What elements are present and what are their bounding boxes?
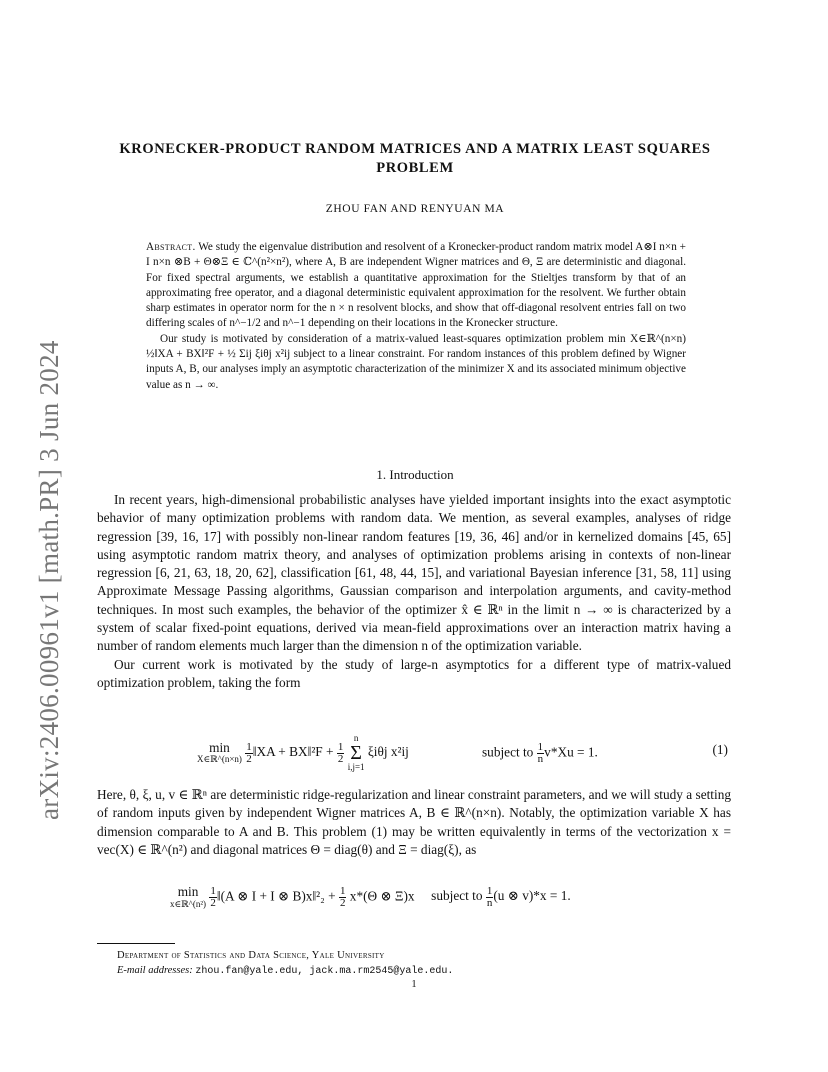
- footnote-email-label: E-mail addresses:: [117, 965, 193, 976]
- paper-title: KRONECKER-PRODUCT RANDOM MATRICES AND A MATRIX LEAST SQUARES PROBLEM: [119, 141, 711, 176]
- section-heading: 1. Introduction: [376, 467, 454, 482]
- equation-2-norm: ‖(A ⊗ I + I ⊗ B)x‖²₂ +: [216, 888, 336, 904]
- equation-2-half-2: $\frac{1}{2}$: [339, 884, 346, 909]
- abstract-label: Abstract.: [146, 241, 196, 253]
- equation-1-constraint: subject to $\frac{1}{n}$ v*Xu = 1.: [482, 741, 598, 765]
- equation-1-summand: ξiθj x²ij: [367, 744, 409, 760]
- equation-2-constraint: subject to $\frac{1}{n}$ (u ⊗ v)*x = 1.: [431, 884, 571, 909]
- arxiv-identifier: arXiv:2406.00961v1 [math.PR] 3 Jun 2024: [34, 340, 64, 820]
- footnote-rule: [97, 943, 175, 944]
- equation-1-half: $\frac{1}{2}$: [246, 740, 252, 765]
- intro-paragraph-1: In recent years, high-dimensional probabilistic analyses have yielded important insights into the exact asymptotic behavior of many optimization problems with random data. We mention, as several examples, analyses of ridge regression [39, 16, 17] with possibly non-linear random features [19, 36, 46] and/or in kernelized domains [45, 65] using asymptotic random matrix theory, and analyses of optimization problems arising in contexts of non-linear regression [6, 21, 63, 18, 20, 62], classification [61, 48, 44, 15], and variational Bayesian inference [31, 58, 11] using Approximate Message Passing algorithms, Gaussian comparison and interpolation arguments, and cavity-method techniques. In most such examples, the behavior of the optimizer x̂ ∈ ℝⁿ in the limit n → ∞ is characterized by a system of scalar fixed-point equations, derived via mean-field approximations over an interaction matrix having a number of random elements much larger than the dimension n of the optimization variable.: [97, 492, 731, 654]
- equation-1-min: min X∈ℝ^(n×n): [197, 739, 242, 765]
- equation-1-half-2: $\frac{1}{2}$: [337, 740, 344, 765]
- equation-1: [97, 726, 731, 778]
- footnote-department: Department of Statistics and Data Science, Yale University: [117, 950, 385, 961]
- body-continued-paragraph: Here, θ, ξ, u, v ∈ ℝⁿ are deterministic ridge-regularization and linear constraint parameters, and we will study a setting of random inputs given by independent Wigner matrices A, B ∈ ℝ^(n×n). Notably, the optimization variable X has dimension comparable to A and B. This problem (1) may be written equivalently in terms of the vectorization x = vec(X) ∈ ℝ^(n²) and diagonal matrices Θ = diag(θ) and Ξ = diag(ξ), as: [97, 787, 731, 857]
- paper-authors: ZHOU FAN AND RENYUAN MA: [325, 203, 505, 215]
- abstract-paragraph-2: Our study is motivated by consideration of a matrix-valued least-squares optimization problem min X∈ℝ^(n×n) ½‖XA + BX‖²F + ½ Σij ξiθj x²ij subject to a linear constraint. For random instances of this problem defined by Wigner inputs A, B, our analyses imply an asymptotic characterization of the minimizer X and its associated minimum objective value as n → ∞.: [146, 332, 686, 391]
- abstract-paragraph-1: [146, 240, 686, 332]
- footnote: [117, 948, 717, 979]
- abstract: [146, 240, 686, 393]
- page-number: 1: [411, 979, 417, 990]
- equation-2-min: min x∈ℝ^(n²): [170, 884, 207, 909]
- equation-1-sum: n Σ i,j=1: [347, 733, 365, 772]
- equation-1-objective: [197, 734, 409, 772]
- footnote-emails[interactable]: zhou.fan@yale.edu, jack.ma.rm2545@yale.edu.: [195, 966, 454, 977]
- footnote-emails-line: [117, 963, 717, 979]
- body-continued: [97, 786, 731, 859]
- equation-2-quadratic: x*(Θ ⊗ Ξ)x: [349, 888, 415, 904]
- equation-2-half: $\frac{1}{2}$: [210, 884, 216, 909]
- intro-body: [97, 491, 731, 692]
- equation-2: [170, 885, 690, 925]
- intro-paragraph-2: Our current work is motivated by the study of large-n asymptotics for a different type of matrix-valued optimization problem, taking the form: [97, 656, 731, 690]
- abstract-text-1: We study the eigenvalue distribution and resolvent of a Kronecker-product random matrix model A⊗I n×n + I n×n ⊗B + Θ⊗Ξ ∈ ℂ^(n²×n²), where A, B are independent Wigner matrices and Θ, Ξ are deterministic and diagonal. For fixed spectral arguments, we establish a quantitative approximation for the Stieltjes transform by that of an approximating free operator, and a diagonal deterministic equivalent approximation for the resolvent. We further obtain sharp estimates in operator norm for the n × n resolvent blocks, and show that off-diagonal resolvent entries fall on two differing scales of n^−1/2 and n^−1 depending on their locations in the Kronecker structure.: [146, 241, 686, 330]
- equation-1-norm: ‖XA + BX‖²F +: [252, 744, 334, 760]
- equation-1-number: (1): [712, 742, 728, 757]
